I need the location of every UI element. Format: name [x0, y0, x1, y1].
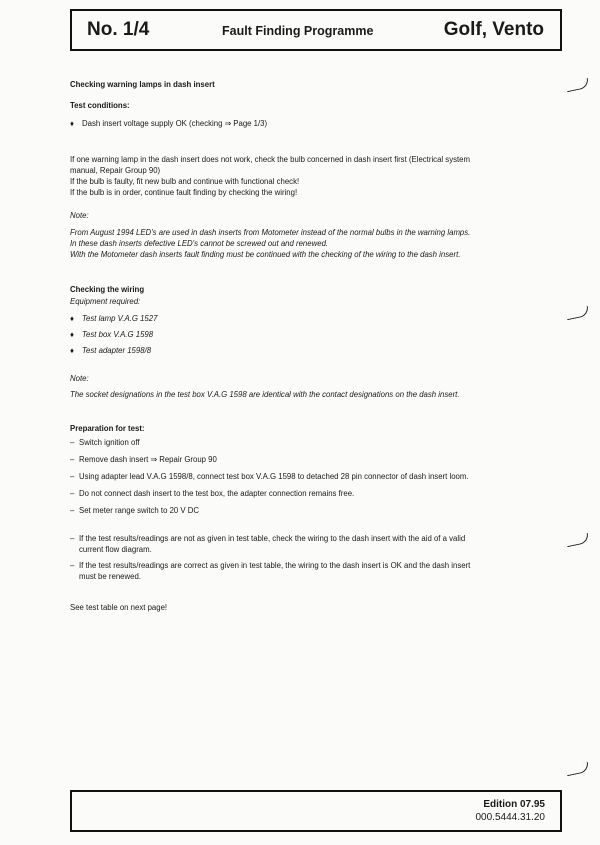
note2-text: The socket designations in the test box V.A.G 1598 are identical with the contact designations on the dash insert. — [70, 390, 460, 399]
check-mark-icon — [565, 78, 590, 93]
check-mark-icon — [565, 762, 590, 777]
prep-step: – Set meter range switch to 20 V DC — [70, 506, 200, 515]
equipment-item: ♦ Test lamp V.A.G 1527 — [70, 314, 158, 323]
document-number: No. 1/4 — [87, 19, 150, 40]
dash-mark: – — [70, 506, 75, 515]
bullet-icon: ♦ — [70, 346, 74, 355]
intro-line-3: If the bulb is faulty, fit new bulb and continue with functional check! — [70, 177, 300, 186]
result-instruction-2: – If the test results/readings are correct as given in test table, the wiring to the dash insert is OK and the dash insert — [70, 561, 471, 570]
note-label-1: Note: — [70, 211, 89, 220]
note1-line-3: With the Motometer dash inserts fault finding must be continued with the checking of the wiring to the dash insert. — [70, 250, 461, 259]
test-condition-item: ♦ Dash insert voltage supply OK (checking ⇒ Page 1/3) — [70, 119, 268, 128]
result-instruction-2-cont: must be renewed. — [79, 572, 141, 581]
note1-line-2: In these dash inserts defective LED's cannot be screwed out and renewed. — [70, 239, 329, 248]
equipment-label: Equipment required: — [70, 297, 141, 306]
result-instruction-1-cont: current flow diagram. — [79, 545, 152, 554]
test-conditions-label: Test conditions: — [70, 101, 130, 110]
check-mark-icon — [565, 306, 590, 321]
header-box — [70, 9, 562, 51]
document-title: Fault Finding Programme — [222, 24, 374, 38]
equipment-item: ♦ Test box V.A.G 1598 — [70, 330, 154, 339]
note-label-2: Note: — [70, 374, 89, 383]
prep-step: – Do not connect dash insert to the test box, the adapter connection remains free. — [70, 489, 355, 498]
intro-line-1: If one warning lamp in the dash insert does not work, check the bulb concerned in dash insert first (Electrical system — [70, 155, 471, 164]
prep-step: – Using adapter lead V.A.G 1598/8, connect test box V.A.G 1598 to detached 28 pin connector of dash insert loom. — [70, 472, 469, 481]
dash-mark: – — [70, 489, 75, 498]
check-mark-icon — [565, 533, 590, 548]
note1-line-1: From August 1994 LED's are used in dash inserts from Motometer instead of the normal bulbs in the warning lamps. — [70, 228, 471, 237]
vehicle-model: Golf, Vento — [443, 19, 544, 40]
dash-mark: – — [70, 534, 75, 543]
intro-line-2: manual, Repair Group 90) — [70, 166, 161, 175]
bullet-icon: ♦ — [70, 119, 74, 128]
document-code: 000.5444.31.20 — [475, 812, 545, 823]
footer-box — [70, 790, 562, 832]
result-instruction-1: – If the test results/readings are not as given in test table, check the wiring to the dash insert with the aid of a valid — [70, 534, 466, 543]
see-next-page: See test table on next page! — [70, 603, 168, 612]
dash-mark: – — [70, 438, 75, 447]
bullet-icon: ♦ — [70, 330, 74, 339]
prep-step: – Remove dash insert ⇒ Repair Group 90 — [70, 455, 217, 464]
dash-mark: – — [70, 455, 75, 464]
section-heading-wiring: Checking the wiring — [70, 285, 145, 294]
intro-line-4: If the bulb is in order, continue fault finding by checking the wiring! — [70, 188, 298, 197]
section-heading-warning-lamps: Checking warning lamps in dash insert — [70, 80, 215, 89]
prep-step: – Switch ignition off — [70, 438, 140, 447]
bullet-icon: ♦ — [70, 314, 74, 323]
dash-mark: – — [70, 561, 75, 570]
equipment-item: ♦ Test adapter 1598/8 — [70, 346, 152, 355]
section-heading-preparation: Preparation for test: — [70, 424, 145, 433]
edition: Edition 07.95 — [483, 799, 545, 810]
dash-mark: – — [70, 472, 75, 481]
